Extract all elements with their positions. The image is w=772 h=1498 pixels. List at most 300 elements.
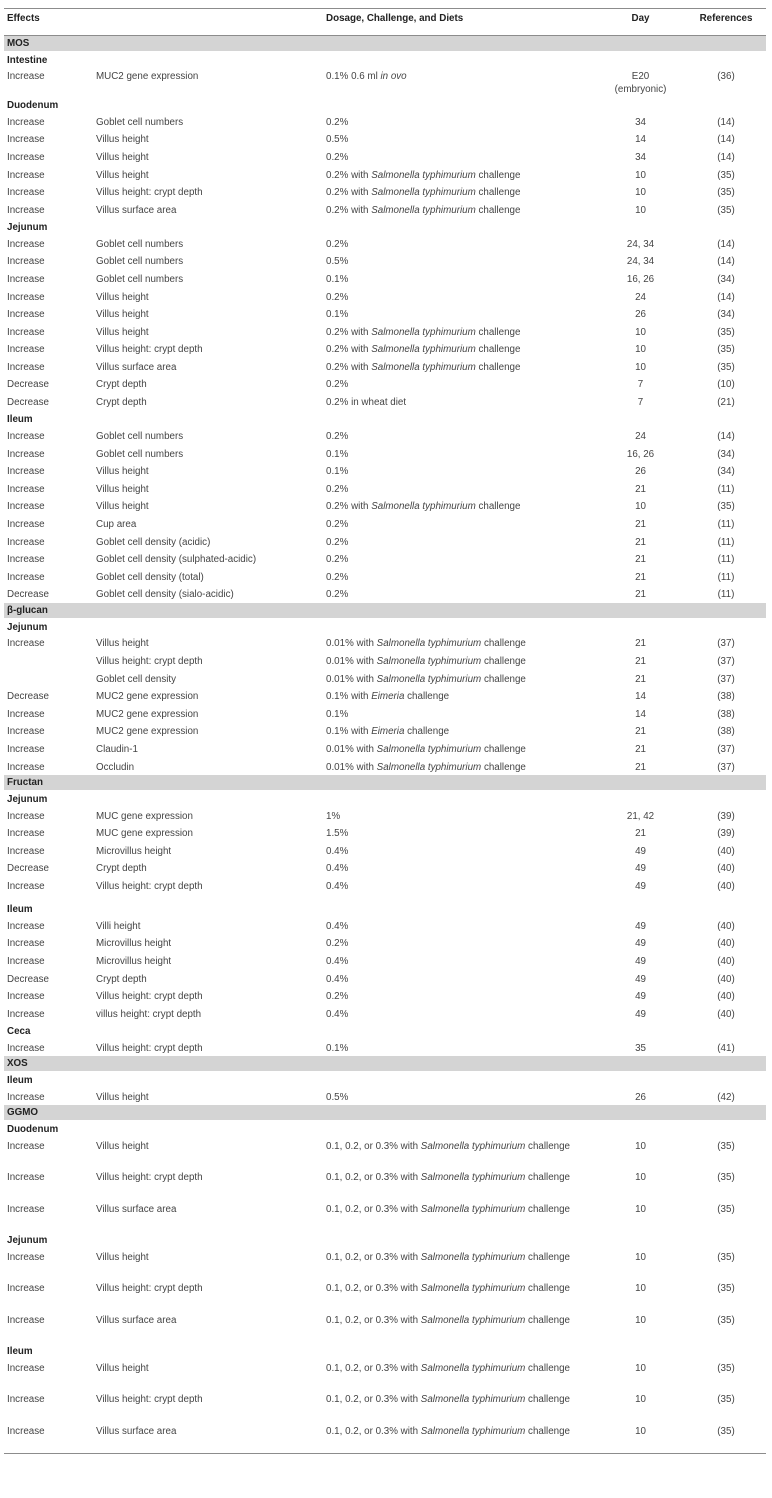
- table-row: [4, 183, 766, 201]
- dosage-cell: [323, 130, 595, 148]
- day-cell: [595, 1422, 686, 1454]
- table-row: [4, 687, 766, 705]
- day-value: 21: [635, 655, 646, 667]
- section-label: Jejunum: [7, 793, 48, 805]
- dosage-text: challenge: [525, 1425, 570, 1437]
- reference-cell: (40): [717, 845, 735, 857]
- day-cell: [595, 652, 686, 670]
- dosage-italic-text: Salmonella typhimurium: [371, 326, 476, 338]
- dosage-text: 0.2%: [326, 991, 349, 1003]
- day-cell: [595, 375, 686, 393]
- effect-cell: Increase: [4, 1422, 93, 1454]
- reference-cell: (35): [717, 1394, 735, 1406]
- day-value: 10: [635, 1251, 646, 1263]
- dosage-text: 0.2%: [326, 116, 349, 128]
- effect-cell: [4, 652, 93, 670]
- measure-cell: Crypt depth: [96, 379, 147, 391]
- dosage-cell: [323, 859, 595, 877]
- reference-cell: (39): [717, 828, 735, 840]
- table-row: [4, 652, 766, 670]
- effect-cell: Increase: [7, 638, 45, 650]
- dosage-italic-text: Salmonella typhimurium: [376, 655, 482, 667]
- day-cell: [595, 740, 686, 758]
- day-value: 21: [635, 554, 646, 566]
- measure-cell: Goblet cell density: [96, 673, 177, 685]
- day-cell: [595, 1359, 686, 1391]
- day-cell: [595, 358, 686, 376]
- dosage-text: 0.2% with: [326, 204, 372, 216]
- section-row: [4, 411, 766, 427]
- dosage-text: challenge: [525, 1283, 570, 1295]
- dosage-text: 0.01% with: [326, 638, 377, 650]
- table-row: [4, 533, 766, 551]
- measure-cell: Claudin-1: [96, 743, 138, 755]
- table-header: [4, 9, 766, 36]
- effect-cell: Increase: [7, 361, 45, 373]
- day-value: E20: [631, 71, 650, 83]
- dosage-cell: [323, 497, 595, 515]
- dosage-text: 0.5%: [326, 1091, 349, 1103]
- dosage-cell: [323, 358, 595, 376]
- day-value: 24: [635, 291, 646, 303]
- measure-cell: Villus height: [96, 501, 149, 513]
- measure-cell: MUC2 gene expression: [96, 726, 199, 738]
- dosage-text: challenge: [475, 187, 521, 199]
- day-value: 49: [635, 880, 646, 892]
- reference-cell: (35): [686, 1422, 766, 1454]
- dosage-text: 0.1% with: [326, 726, 372, 738]
- day-value: 10: [635, 344, 646, 356]
- table-row: [4, 1168, 766, 1200]
- reference-cell: (10): [717, 379, 735, 391]
- dosage-italic-text: Salmonella typhimurium: [420, 1394, 526, 1406]
- day-value: 10: [635, 361, 646, 373]
- effect-cell: Decrease: [7, 397, 49, 409]
- dosage-cell: [323, 1359, 595, 1391]
- measure-cell: Villus surface area: [96, 1314, 177, 1326]
- table-row: [4, 130, 766, 148]
- dosage-text: 0.2%: [326, 589, 349, 601]
- section-row: [4, 1120, 766, 1136]
- effect-cell: Increase: [7, 466, 45, 478]
- effect-cell: Decrease: [7, 863, 49, 875]
- effect-cell: Increase: [7, 726, 45, 738]
- reference-cell: (40): [717, 920, 735, 932]
- dosage-cell: [323, 235, 595, 253]
- dosage-cell: [323, 987, 595, 1005]
- day-value: 10: [635, 187, 646, 199]
- dosage-text: 0.2% with: [326, 344, 372, 356]
- effect-cell: Increase: [7, 448, 45, 460]
- effect-cell: Increase: [7, 571, 45, 583]
- reference-cell: (36): [717, 71, 735, 83]
- dosage-cell: [323, 1039, 595, 1057]
- measure-cell: Villus height: [96, 1091, 149, 1103]
- dosage-text: 0.01% with: [326, 673, 377, 685]
- reference-cell: (35): [717, 344, 735, 356]
- dosage-cell: [323, 807, 595, 825]
- reference-cell: (35): [717, 204, 735, 216]
- reference-cell: (35): [717, 169, 735, 181]
- table-row: [4, 1279, 766, 1311]
- dosage-cell: [323, 934, 595, 952]
- section-row: [4, 1342, 766, 1358]
- dosage-text: challenge: [475, 361, 521, 373]
- dosage-text: 1%: [326, 810, 341, 822]
- dosage-text: challenge: [475, 204, 521, 216]
- dosage-cell: [323, 375, 595, 393]
- effect-cell: Increase: [7, 169, 45, 181]
- day-value: 49: [635, 863, 646, 875]
- table-row: [4, 393, 766, 411]
- measure-cell: MUC gene expression: [96, 810, 193, 822]
- day-value: 49: [635, 938, 646, 950]
- effect-cell: Increase: [7, 761, 45, 773]
- day-value: 21: [635, 638, 646, 650]
- dosage-text: 0.2% with: [326, 361, 372, 373]
- dosage-cell: [323, 305, 595, 323]
- measure-cell: Microvillus height: [96, 938, 172, 950]
- measure-cell: Villus height: crypt depth: [96, 187, 203, 199]
- day-cell: [595, 1200, 686, 1232]
- section-row: [4, 96, 766, 112]
- table-row: [4, 722, 766, 740]
- reference-cell: (21): [717, 397, 735, 409]
- day-cell: [595, 1005, 686, 1023]
- table-row: [4, 480, 766, 498]
- dosage-italic-text: Salmonella typhimurium: [371, 204, 476, 216]
- day-cell: [595, 1137, 686, 1169]
- dosage-text: 0.2%: [326, 431, 349, 443]
- dosage-text: 0.1% with: [326, 691, 372, 703]
- day-cell: [595, 807, 686, 825]
- table-row: [4, 201, 766, 219]
- effect-cell: Increase: [7, 880, 45, 892]
- dosage-italic-text: Salmonella typhimurium: [371, 344, 476, 356]
- dosage-text: challenge: [525, 1251, 570, 1263]
- table-row: [4, 113, 766, 131]
- day-value: 21: [635, 589, 646, 601]
- section-row: [4, 218, 766, 234]
- day-cell: [595, 1248, 686, 1280]
- table-row: [4, 917, 766, 935]
- measure-cell: Villi height: [96, 920, 141, 932]
- reference-cell: (35): [717, 326, 735, 338]
- dosage-text: 0.2% with: [326, 187, 372, 199]
- dosage-italic-text: Salmonella typhimurium: [371, 187, 476, 199]
- dosage-cell: [323, 824, 595, 842]
- dosage-text: 0.1, 0.2, or 0.3% with: [326, 1283, 421, 1295]
- table-row: [4, 970, 766, 988]
- table-row: [4, 842, 766, 860]
- dosage-text: challenge: [525, 1314, 570, 1326]
- dosage-cell: [323, 585, 595, 603]
- day-cell: [595, 183, 686, 201]
- dosage-cell: [323, 917, 595, 935]
- dosage-cell: [323, 1248, 595, 1280]
- dosage-cell: [323, 393, 595, 411]
- dosage-text: 0.1, 0.2, or 0.3% with: [326, 1362, 421, 1374]
- dosage-italic-text: Salmonella typhimurium: [420, 1314, 526, 1326]
- day-cell: [595, 917, 686, 935]
- day-value: 10: [635, 501, 646, 513]
- dosage-text: 0.2% in wheat diet: [326, 397, 407, 409]
- dosage-text: challenge: [525, 1203, 570, 1215]
- day-cell: [595, 585, 686, 603]
- dosage-italic-text: Salmonella typhimurium: [376, 638, 482, 650]
- reference-cell: (37): [717, 655, 735, 667]
- dosage-cell: [323, 1390, 595, 1422]
- dosage-text: 0.1%: [326, 1042, 349, 1054]
- day-value: 49: [635, 845, 646, 857]
- table-row: [4, 550, 766, 568]
- day-value: 10: [635, 1425, 646, 1437]
- dosage-text: 0.2%: [326, 151, 349, 163]
- dosage-cell: [323, 1200, 595, 1232]
- measure-cell: MUC2 gene expression: [96, 708, 199, 720]
- reference-cell: (14): [717, 256, 735, 268]
- dosage-text: 0.1, 0.2, or 0.3% with: [326, 1394, 421, 1406]
- day-cell: [595, 687, 686, 705]
- reference-cell: (11): [717, 554, 735, 566]
- table-row: [4, 585, 766, 603]
- group-row: [4, 1105, 766, 1120]
- day-cell: [595, 859, 686, 877]
- effect-cell: Increase: [7, 1283, 45, 1295]
- reference-cell: (35): [717, 361, 735, 373]
- table-row: [4, 1390, 766, 1422]
- measure-cell: Villus height: [96, 309, 149, 321]
- reference-cell: (35): [717, 1283, 735, 1295]
- header-row: [4, 9, 766, 36]
- dosage-text: 0.2%: [326, 519, 349, 531]
- dosage-cell: [323, 1311, 595, 1343]
- reference-cell: (35): [717, 1140, 735, 1152]
- effect-cell: Increase: [7, 291, 45, 303]
- reference-cell: (14): [717, 134, 735, 146]
- day-cell: [595, 462, 686, 480]
- table-row: [4, 497, 766, 515]
- day-cell: [595, 634, 686, 652]
- measure-cell: Goblet cell density (acidic): [96, 536, 211, 548]
- dosage-text: challenge: [475, 344, 521, 356]
- effects-table: [4, 8, 766, 1454]
- effect-cell: Increase: [7, 536, 45, 548]
- section-label: Jejunum: [7, 621, 48, 633]
- table-row: [4, 462, 766, 480]
- reference-cell: (34): [717, 448, 735, 460]
- measure-cell: Villus surface area: [96, 361, 177, 373]
- effect-cell: Increase: [7, 116, 45, 128]
- group-row: [4, 1056, 766, 1071]
- day-value: 21: [635, 828, 646, 840]
- measure-cell: Microvillus height: [96, 845, 172, 857]
- dosage-text: 0.2%: [326, 483, 349, 495]
- table-row: [4, 1137, 766, 1169]
- table-row: [4, 758, 766, 776]
- day-value: 10: [635, 204, 646, 216]
- reference-cell: (11): [717, 483, 735, 495]
- measure-cell: Villus height: [96, 169, 149, 181]
- measure-cell: Villus height: crypt depth: [96, 880, 203, 892]
- day-cell: [595, 550, 686, 568]
- dosage-text: 0.1%: [326, 466, 349, 478]
- effect-cell: Increase: [7, 1140, 45, 1152]
- dosage-text: challenge: [525, 1362, 570, 1374]
- effect-cell: [4, 670, 93, 688]
- effect-cell: Decrease: [7, 691, 49, 703]
- day-value: 10: [635, 1283, 646, 1295]
- effect-cell: Increase: [7, 708, 45, 720]
- measure-cell: Villus height: crypt depth: [96, 1283, 203, 1295]
- dosage-text: 0.1, 0.2, or 0.3% with: [326, 1140, 421, 1152]
- day-cell: [595, 987, 686, 1005]
- day-value: 10: [635, 1203, 646, 1215]
- dosage-italic-text: Salmonella typhimurium: [420, 1362, 526, 1374]
- measure-cell: Villus height: crypt depth: [96, 991, 203, 1003]
- effect-cell: Increase: [7, 326, 45, 338]
- table-row: [4, 1248, 766, 1280]
- effect-cell: Increase: [7, 1203, 45, 1215]
- day-value: 49: [635, 956, 646, 968]
- dosage-text: 1.5%: [326, 828, 349, 840]
- dosage-italic-text: Salmonella typhimurium: [376, 673, 482, 685]
- measure-cell: Goblet cell numbers: [96, 238, 184, 250]
- day-cell: [595, 166, 686, 184]
- table-row: [4, 1039, 766, 1057]
- day-value: 21: [635, 536, 646, 548]
- table-row: [4, 1088, 766, 1106]
- day-value: 10: [635, 1394, 646, 1406]
- table-row: [4, 323, 766, 341]
- day-value: 21: [635, 673, 646, 685]
- day-cell: [595, 515, 686, 533]
- day-cell: [595, 568, 686, 586]
- day-cell: [595, 497, 686, 515]
- dosage-cell: [323, 288, 595, 306]
- dosage-cell: [323, 252, 595, 270]
- dosage-text: 0.2%: [326, 379, 349, 391]
- day-cell: [595, 148, 686, 166]
- reference-cell: (42): [717, 1091, 735, 1103]
- section-label: Jejunum: [7, 1235, 48, 1246]
- dosage-italic-text: Salmonella typhimurium: [420, 1172, 526, 1184]
- header-day: Day: [595, 9, 686, 36]
- section-row: [4, 1071, 766, 1087]
- table-row: [4, 824, 766, 842]
- reference-cell: (35): [717, 501, 735, 513]
- effect-cell: Increase: [7, 71, 45, 83]
- group-label: XOS: [4, 1056, 766, 1071]
- effect-cell: Increase: [7, 810, 45, 822]
- reference-cell: (40): [717, 973, 735, 985]
- day-cell: [595, 1088, 686, 1106]
- day-value: 21: [635, 519, 646, 531]
- dosage-text: 0.1% 0.6 ml: [326, 71, 381, 83]
- effect-cell: Increase: [7, 273, 45, 285]
- dosage-text: challenge: [525, 1172, 570, 1184]
- day-value: 21: [635, 761, 646, 773]
- day-cell: [595, 130, 686, 148]
- day-cell: [595, 877, 686, 895]
- table-row: [4, 305, 766, 323]
- dosage-cell: [323, 1279, 595, 1311]
- dosage-cell: [323, 1005, 595, 1023]
- measure-cell: Villus height: [96, 483, 149, 495]
- section-label: Intestine: [7, 54, 48, 66]
- reference-cell: (41): [717, 1042, 735, 1054]
- measure-cell: Crypt depth: [96, 863, 147, 875]
- dosage-cell: [323, 842, 595, 860]
- day-cell: [595, 480, 686, 498]
- day-cell: [595, 1039, 686, 1057]
- dosage-italic-text: Eimeria: [371, 726, 405, 738]
- table-row: [4, 1005, 766, 1023]
- measure-cell: Villus surface area: [96, 1203, 177, 1215]
- dosage-text: 0.1%: [326, 708, 349, 720]
- effect-cell: Increase: [7, 151, 45, 163]
- measure-cell: Goblet cell numbers: [96, 256, 184, 268]
- day-cell: [595, 705, 686, 723]
- reference-cell: (35): [717, 1362, 735, 1374]
- header-dosage: Dosage, Challenge, and Diets: [323, 9, 595, 36]
- group-label: Fructan: [4, 775, 766, 790]
- day-value: 24, 34: [626, 256, 655, 268]
- dosage-text: 0.1%: [326, 309, 349, 321]
- measure-cell: Villus height: [96, 326, 149, 338]
- day-value: 26: [635, 466, 646, 478]
- effect-cell: Increase: [7, 1172, 45, 1184]
- section-label: Ileum: [7, 414, 33, 426]
- dosage-cell: [323, 670, 595, 688]
- measure-cell: Goblet cell numbers: [96, 431, 184, 443]
- dosage-text: challenge: [481, 761, 526, 773]
- effect-cell: Increase: [7, 501, 45, 513]
- reference-cell: (38): [717, 726, 735, 738]
- reference-cell: (14): [717, 291, 735, 303]
- reference-cell: (14): [717, 431, 735, 443]
- day-value: 16, 26: [626, 273, 655, 285]
- dosage-cell: [323, 515, 595, 533]
- dosage-text: 0.01% with: [326, 743, 377, 755]
- section-label: Ileum: [7, 904, 33, 916]
- reference-cell: (35): [717, 187, 735, 199]
- effect-cell: Increase: [7, 187, 45, 199]
- group-label: MOS: [4, 36, 766, 52]
- dosage-cell: [323, 427, 595, 445]
- dosage-text: 0.2%: [326, 291, 349, 303]
- effect-cell: Increase: [7, 920, 45, 932]
- measure-cell: Goblet cell numbers: [96, 273, 184, 285]
- dosage-italic-text: Eimeria: [371, 691, 405, 703]
- table-row: [4, 877, 766, 895]
- dosage-text: 0.1, 0.2, or 0.3% with: [326, 1425, 421, 1437]
- dosage-cell: [323, 634, 595, 652]
- day-note: (embryonic): [614, 84, 667, 96]
- measure-cell: Villus height: crypt depth: [96, 344, 203, 356]
- effect-cell: Increase: [7, 344, 45, 356]
- dosage-cell: [323, 340, 595, 358]
- dosage-text: 0.2% with: [326, 169, 372, 181]
- dosage-cell: [323, 722, 595, 740]
- dosage-cell: [323, 67, 595, 96]
- dosage-text: 0.4%: [326, 880, 349, 892]
- dosage-italic-text: Salmonella typhimurium: [376, 761, 482, 773]
- table-row: [4, 148, 766, 166]
- measure-cell: Villus height: crypt depth: [96, 1394, 203, 1406]
- reference-cell: (39): [717, 810, 735, 822]
- dosage-cell: [323, 705, 595, 723]
